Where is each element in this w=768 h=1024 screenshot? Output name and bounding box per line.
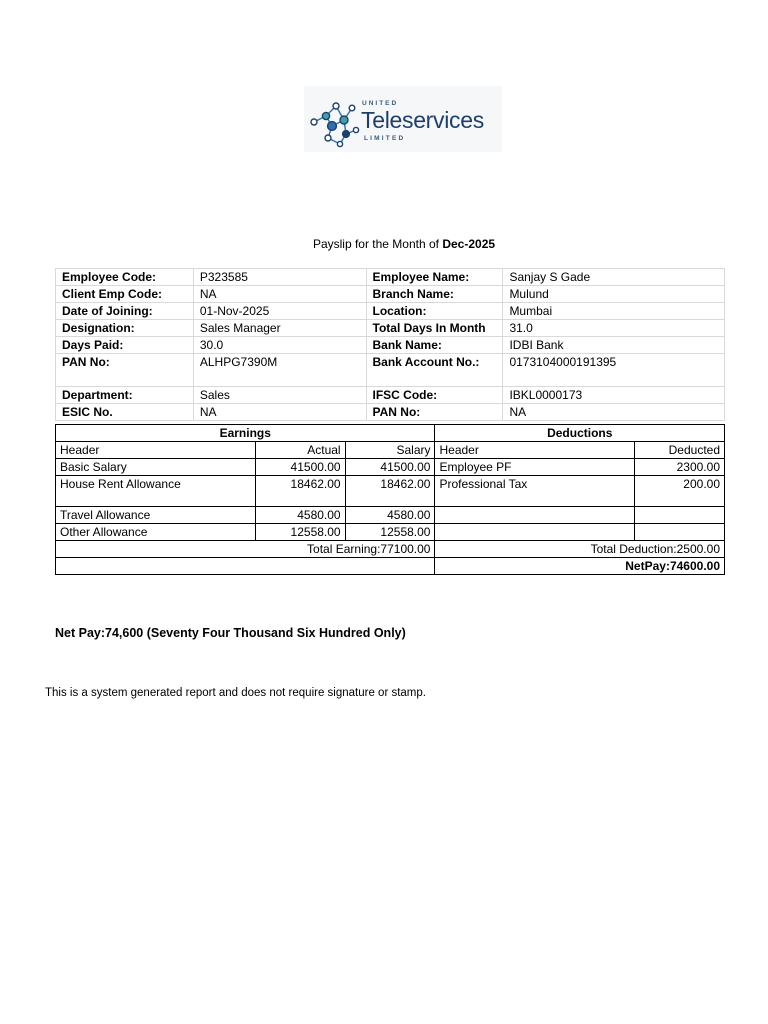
payslip-title (0, 237, 768, 251)
info-value: Sales (193, 387, 366, 404)
net-pay-in-words: Net Pay:74,600 (Seventy Four Thousand Six Hundred Only) (55, 626, 406, 640)
pay-row (56, 476, 725, 507)
earning-name: House Rent Allowance (56, 476, 256, 507)
info-value: Sales Manager (193, 320, 366, 337)
deduction-name (435, 524, 635, 541)
info-label: Designation: (56, 320, 194, 337)
earnings-title: Earnings (56, 425, 435, 442)
deduction-name: Professional Tax (435, 476, 635, 507)
info-label: Bank Name: (366, 337, 503, 354)
info-value: P323585 (193, 269, 366, 286)
company-logo (304, 86, 502, 152)
info-value: IBKL0000173 (503, 387, 725, 404)
title-prefix: Payslip for the Month of (312, 237, 443, 251)
col-header-actual: Actual (255, 442, 345, 459)
title-month: Dec-2025 (442, 237, 496, 251)
info-label: Client Emp Code: (56, 286, 194, 303)
info-label: Department: (56, 387, 194, 404)
pay-row (56, 524, 725, 541)
deductions-title: Deductions (435, 425, 725, 442)
total-earning: Total Earning:77100.00 (56, 541, 435, 558)
info-label: PAN No: (56, 354, 194, 387)
earning-salary: 12558.00 (345, 524, 435, 541)
pay-row (56, 459, 725, 476)
section-header-row (56, 425, 725, 442)
net-pay: NetPay:74600.00 (435, 558, 725, 575)
info-value: Mumbai (503, 303, 725, 320)
info-value: Sanjay S Gade (503, 269, 725, 286)
logo-top-text: UNITED (362, 100, 399, 107)
info-row (56, 320, 725, 337)
info-label: IFSC Code: (366, 387, 503, 404)
info-value: IDBI Bank (503, 337, 725, 354)
info-row (56, 387, 725, 404)
info-label: Location: (366, 303, 503, 320)
logo-bottom-text: LIMITED (364, 135, 406, 142)
logo-main-text: Teleservices (361, 107, 484, 133)
earnings-deductions-table (55, 424, 725, 575)
info-label: Bank Account No.: (366, 354, 503, 387)
earning-actual: 4580.00 (255, 507, 345, 524)
deduction-amount: 200.00 (635, 476, 725, 507)
col-header-earning: Header (56, 442, 256, 459)
info-label: PAN No: (366, 404, 503, 421)
earning-name: Other Allowance (56, 524, 256, 541)
earning-actual: 41500.00 (255, 459, 345, 476)
earning-salary: 18462.00 (345, 476, 435, 507)
deduction-amount (635, 524, 725, 541)
column-header-row (56, 442, 725, 459)
info-label: Date of Joining: (56, 303, 194, 320)
totals-row (56, 541, 725, 558)
info-row (56, 269, 725, 286)
deduction-amount: 2300.00 (635, 459, 725, 476)
info-label: ESIC No. (56, 404, 194, 421)
info-label: Employee Name: (366, 269, 503, 286)
col-header-deduction: Header (435, 442, 635, 459)
info-label: Total Days In Month (366, 320, 503, 337)
employee-info-table (55, 268, 725, 421)
net-pay-blank-cell (56, 558, 435, 575)
info-row (56, 404, 725, 421)
earning-actual: 18462.00 (255, 476, 345, 507)
deduction-name: Employee PF (435, 459, 635, 476)
pay-row (56, 507, 725, 524)
info-row (56, 286, 725, 303)
net-pay-row (56, 558, 725, 575)
info-value: 30.0 (193, 337, 366, 354)
info-value: NA (193, 404, 366, 421)
info-value: NA (193, 286, 366, 303)
info-value: ALHPG7390M (193, 354, 366, 387)
info-value: NA (503, 404, 725, 421)
col-header-deducted: Deducted (635, 442, 725, 459)
info-value: 31.0 (503, 320, 725, 337)
col-header-salary: Salary (345, 442, 435, 459)
info-row (56, 303, 725, 320)
earning-salary: 4580.00 (345, 507, 435, 524)
earning-name: Basic Salary (56, 459, 256, 476)
info-value: Mulund (503, 286, 725, 303)
deduction-name (435, 507, 635, 524)
earning-actual: 12558.00 (255, 524, 345, 541)
info-value: 0173104000191395 (503, 354, 725, 387)
earning-salary: 41500.00 (345, 459, 435, 476)
info-label: Branch Name: (366, 286, 503, 303)
info-label: Employee Code: (56, 269, 194, 286)
info-row (56, 354, 725, 387)
info-value: 01-Nov-2025 (193, 303, 366, 320)
total-deduction: Total Deduction:2500.00 (435, 541, 725, 558)
network-nodes-icon (306, 96, 362, 148)
info-label: Days Paid: (56, 337, 194, 354)
footer-note: This is a system generated report and does not require signature or stamp. (45, 687, 426, 699)
earning-name: Travel Allowance (56, 507, 256, 524)
deduction-amount (635, 507, 725, 524)
info-row (56, 337, 725, 354)
